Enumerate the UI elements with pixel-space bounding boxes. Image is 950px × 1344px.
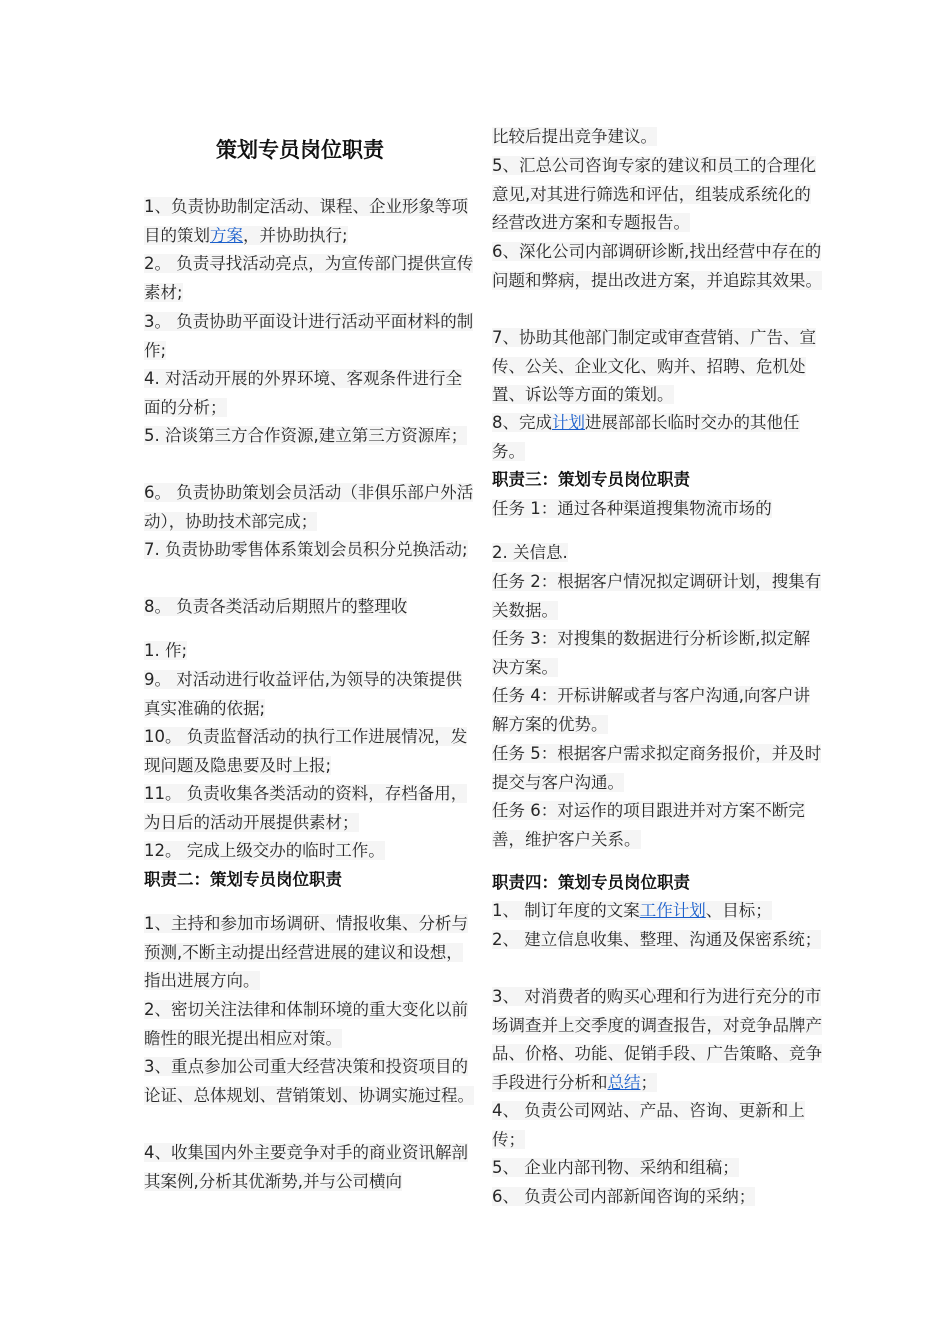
duty2-item-2-text: 2、密切关注法律和体制环境的重大变化以前瞻性的眼光提出相应对策。	[144, 1000, 468, 1048]
section-heading-duty3	[492, 466, 822, 495]
task-1-cont	[492, 539, 822, 568]
duty1-item-1	[144, 193, 474, 250]
duty2-item-7	[492, 324, 822, 410]
task-3-text: 任务 3：对搜集的数据进行分析诊断,拟定解决方案。	[492, 629, 810, 677]
duty1-item-12	[144, 837, 474, 866]
duty1-item-4	[144, 365, 474, 422]
duty4-item-6	[492, 1183, 822, 1212]
duty4-item-1-text-b: 、目标；	[705, 901, 772, 920]
link-fangan[interactable]: 方案	[210, 225, 243, 245]
duty2-item-3-text: 3、重点参加公司重大经营决策和投资项目的论证、总体规划、营销策划、协调实施过程。	[144, 1057, 474, 1105]
duty2-item-8	[492, 409, 822, 466]
duty2-item-7-text: 7、协助其他部门制定或审查营销、广告、宣传、公关、企业文化、购并、招聘、危机处置、诉讼等方面的策划。	[492, 328, 816, 405]
duty4-item-5-text: 5、 企业内部刊物、采纳和组稿；	[492, 1158, 739, 1177]
duty1-item-5	[144, 422, 474, 451]
task-4	[492, 682, 822, 739]
task-1-text: 任务 1：通过各种渠道搜集物流市场的	[492, 499, 772, 518]
duty1-item-8	[144, 593, 474, 622]
duty2-item-1-text: 1、主持和参加市场调研、情报收集、分析与预测,不断主动提出经营进展的建议和设想，指出进展方向。	[144, 914, 468, 991]
task-6-text: 任务 6：对运作的项目跟进并对方案不断完善，维护客户关系。	[492, 801, 805, 849]
duty1-item-10	[144, 723, 474, 780]
duty4-item-1-text-a: 1、 制订年度的文案	[492, 901, 640, 920]
section-heading-duty2-text: 职责二：策划专员岗位职责	[144, 870, 342, 889]
duty4-item-2-text: 2、 建立信息收集、整理、沟通及保密系统；	[492, 930, 822, 949]
duty1-item-3	[144, 308, 474, 365]
task-2	[492, 568, 822, 625]
duty4-item-1	[492, 897, 822, 926]
duty1-item-8-text: 8。 负责各类活动后期照片的整理收	[144, 597, 408, 616]
duty1-item-8-cont-text: 1. 作;	[144, 641, 188, 660]
duty1-item-9-text: 9。 对活动进行收益评估,为领导的决策提供真实准确的依据;	[144, 670, 462, 718]
duty1-item-2	[144, 250, 474, 307]
task-6	[492, 797, 822, 854]
duty1-item-2-text: 2。 负责寻找活动亮点，为宣传部门提供宣传素材;	[144, 254, 474, 302]
link-zongjie[interactable]: 总结	[607, 1073, 641, 1093]
duty1-item-1-text-b: ，并协助执行;	[243, 225, 348, 245]
duty2-item-6-text: 6、深化公司内部调研诊断,找出经营中存在的问题和弊病，提出改进方案，并追踪其效果。	[492, 242, 822, 290]
duty4-item-6-text: 6、 负责公司内部新闻咨询的采纳；	[492, 1187, 756, 1206]
task-5	[492, 740, 822, 797]
duty2-item-1	[144, 910, 474, 996]
task-5-text: 任务 5：根据客户需求拟定商务报价，并及时提交与客户沟通。	[492, 744, 822, 792]
section-heading-duty4-text: 职责四：策划专员岗位职责	[492, 873, 690, 892]
duty1-item-6	[144, 479, 474, 536]
link-gongzuojihua[interactable]: 工作计划	[639, 901, 706, 920]
task-1-cont-text: 2. 关信息.	[492, 543, 568, 562]
duty2-item-4-cont	[492, 123, 822, 152]
link-jihua[interactable]: 计划	[552, 413, 585, 432]
duty4-item-3-text-a: 3、 对消费者的购买心理和行为进行充分的市场调查并上交季度的调查报告，对竞争品牌产品、价格、功能、促销手段、广告策略、竞争手段进行分析和	[492, 987, 822, 1093]
duty2-item-6	[492, 238, 822, 295]
task-4-text: 任务 4：开标讲解或者与客户沟通,向客户讲解方案的优势。	[492, 686, 810, 734]
duty1-item-12-text: 12。 完成上级交办的临时工作。	[144, 841, 385, 860]
duty1-item-7-text: 7. 负责协助零售体系策划会员积分兑换活动;	[144, 540, 468, 559]
duty1-item-9	[144, 666, 474, 723]
duty2-item-2	[144, 996, 474, 1053]
duty2-item-4-cont-text: 比较后提出竞争建议。	[492, 127, 657, 146]
duty1-item-7	[144, 536, 474, 565]
duty4-item-3-text-b: ；	[640, 1073, 657, 1093]
task-2-text: 任务 2：根据客户情况拟定调研计划，搜集有关数据。	[492, 572, 822, 620]
duty1-item-5-text: 5. 洽谈第三方合作资源,建立第三方资源库；	[144, 426, 468, 445]
duty2-item-4	[144, 1139, 474, 1196]
section-heading-duty2	[144, 866, 474, 895]
duty1-item-3-text: 3。 负责协助平面设计进行活动平面材料的制作;	[144, 312, 474, 360]
duty2-item-8-text-a: 8、完成	[492, 413, 552, 432]
duty4-item-4	[492, 1097, 822, 1154]
duty1-item-6-text: 6。 负责协助策划会员活动（非俱乐部户外活动），协助技术部完成；	[144, 483, 474, 531]
section-heading-duty3-text: 职责三：策划专员岗位职责	[492, 470, 690, 489]
duty1-item-1-text-a: 1、负责协助制定活动、课程、企业形象等项目的策划	[144, 197, 468, 245]
duty1-item-11	[144, 780, 474, 837]
document-title: 策划专员岗位职责	[216, 138, 384, 162]
section-heading-duty4	[492, 869, 822, 898]
duty1-item-8-cont	[144, 637, 474, 666]
task-1	[492, 495, 822, 524]
duty1-item-11-text: 11。 负责收集各类活动的资料，存档备用，为日后的活动开展提供素材；	[144, 784, 468, 832]
duty2-item-8-text-b: 进展部部长临时交办的其他任务。	[492, 413, 800, 461]
duty2-item-4-text: 4、收集国内外主要竞争对手的商业资讯解剖其案例,分析其优渐势,并与公司横向	[144, 1143, 468, 1191]
duty2-item-3	[144, 1053, 474, 1110]
task-3	[492, 625, 822, 682]
duty2-item-5	[492, 152, 822, 238]
duty1-item-4-text: 4. 对活动开展的外界环境、客观条件进行全面的分析；	[144, 369, 462, 417]
duty4-item-2	[492, 926, 822, 955]
duty4-item-5	[492, 1154, 822, 1183]
duty4-item-3	[492, 983, 822, 1098]
duty4-item-4-text: 4、 负责公司网站、产品、咨询、更新和上传；	[492, 1101, 805, 1149]
duty1-item-10-text: 10。 负责监督活动的执行工作进展情况，发现问题及隐患要及时上报;	[144, 727, 468, 775]
duty2-item-5-text: 5、汇总公司咨询专家的建议和员工的合理化意见,对其进行筛选和评估，组装成系统化的经营改进方案和专题报告。	[492, 156, 816, 233]
